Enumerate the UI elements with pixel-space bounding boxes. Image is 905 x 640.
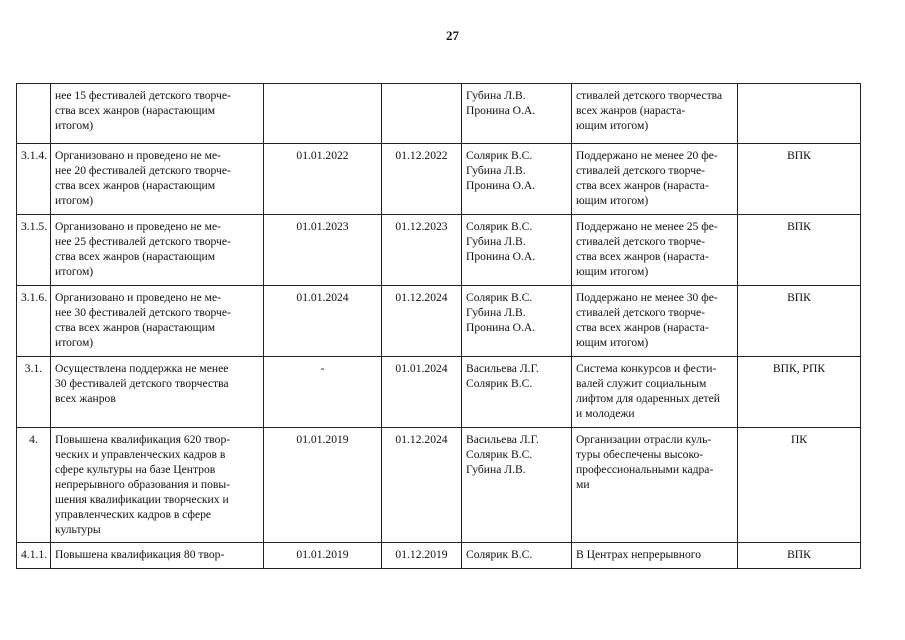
executors-cell-line: Васильева Л.Г.: [466, 362, 539, 375]
executors-cell-line: Губина Л.В.: [466, 306, 526, 319]
result-cell-line: культуры: [55, 523, 101, 536]
end-date-cell: 01.12.2024: [382, 428, 462, 543]
executors-cell: [462, 543, 572, 569]
control-type-cell: ПК: [738, 428, 861, 543]
table-row: [17, 84, 861, 144]
indicator-cell-line: ющим итогом): [576, 119, 649, 132]
start-date-cell: [264, 84, 382, 144]
result-cell: [51, 84, 264, 144]
table-row: [17, 215, 861, 286]
indicator-cell-line: туры обеспечены высоко-: [576, 448, 704, 461]
result-cell-line: Повышена квалификация 620 твор-: [55, 433, 231, 446]
item-number-cell: 3.1.: [17, 357, 51, 428]
start-date-cell: 01.01.2023: [264, 215, 382, 286]
table-row: [17, 144, 861, 215]
result-cell-line: Организовано и проведено не ме-: [55, 220, 221, 233]
table-row: [17, 357, 861, 428]
indicator-cell: [572, 543, 738, 569]
indicator-cell-line: ства всех жанров (нараста-: [576, 179, 709, 192]
indicator-cell-line: стивалей детского творче-: [576, 235, 706, 248]
control-type-cell: ВПК: [738, 215, 861, 286]
executors-cell: [462, 428, 572, 543]
executors-cell-line: Пронина О.А.: [466, 321, 536, 334]
result-cell-line: итогом): [55, 265, 94, 278]
executors-cell: [462, 144, 572, 215]
result-cell-line: Повышена квалификация 80 твор-: [55, 548, 225, 561]
executors-cell-line: Губина Л.В.: [466, 89, 526, 102]
control-type-cell: ВПК: [738, 144, 861, 215]
executors-cell-line: Пронина О.А.: [466, 179, 536, 192]
indicator-cell-line: Поддержано не менее 25 фе-: [576, 220, 718, 233]
executors-cell-line: Губина Л.В.: [466, 463, 526, 476]
result-cell: [51, 357, 264, 428]
indicator-cell-line: В Центрах непрерывного: [576, 548, 702, 561]
end-date-cell: 01.12.2019: [382, 543, 462, 569]
result-cell-line: нее 30 фестивалей детского творче-: [55, 306, 231, 319]
indicator-cell-line: Организации отрасли куль-: [576, 433, 712, 446]
result-cell-line: непрерывного образования и повы-: [55, 478, 231, 491]
item-number-cell: 3.1.6.: [17, 286, 51, 357]
indicator-cell-line: валей служит социальным: [576, 377, 707, 390]
result-cell-line: ческих и управленческих кадров в: [55, 448, 226, 461]
end-date-cell: 01.12.2024: [382, 286, 462, 357]
indicator-cell-line: ства всех жанров (нараста-: [576, 250, 709, 263]
result-cell-line: нее 20 фестивалей детского творче-: [55, 164, 231, 177]
executors-cell-line: Солярик В.С.: [466, 291, 533, 304]
executors-cell: [462, 357, 572, 428]
indicator-cell-line: ющим итогом): [576, 336, 649, 349]
executors-cell: [462, 286, 572, 357]
item-number-cell: 3.1.4.: [17, 144, 51, 215]
result-cell: [51, 215, 264, 286]
result-cell-line: Осуществлена поддержка не менее: [55, 362, 229, 375]
result-cell-line: Организовано и проведено не ме-: [55, 149, 221, 162]
result-cell-line: всех жанров: [55, 392, 116, 405]
executors-cell-line: Губина Л.В.: [466, 235, 526, 248]
indicator-cell-line: Поддержано не менее 30 фе-: [576, 291, 718, 304]
executors-cell-line: Солярик В.С.: [466, 377, 533, 390]
result-cell-line: ства всех жанров (нарастающим: [55, 250, 216, 263]
indicator-cell-line: и молодежи: [576, 407, 635, 420]
result-cell-line: шения квалификации творческих и: [55, 493, 229, 506]
indicator-cell-line: Поддержано не менее 20 фе-: [576, 149, 718, 162]
result-cell: [51, 286, 264, 357]
start-date-cell: 01.01.2024: [264, 286, 382, 357]
result-cell: [51, 428, 264, 543]
result-cell-line: итогом): [55, 336, 94, 349]
executors-cell: [462, 215, 572, 286]
indicator-cell-line: стивалей детского творчества: [576, 89, 723, 102]
indicator-cell-line: профессиональными кадра-: [576, 463, 714, 476]
start-date-cell: 01.01.2019: [264, 543, 382, 569]
indicator-cell: [572, 144, 738, 215]
result-cell-line: ства всех жанров (нарастающим: [55, 179, 216, 192]
result-cell-line: Организовано и проведено не ме-: [55, 291, 221, 304]
executors-cell-line: Солярик В.С.: [466, 448, 533, 461]
executors-cell-line: Пронина О.А.: [466, 250, 536, 263]
executors-cell-line: Солярик В.С.: [466, 220, 533, 233]
indicator-cell: [572, 286, 738, 357]
page-number: 27: [446, 28, 459, 43]
executors-cell-line: Губина Л.В.: [466, 164, 526, 177]
executors-cell-line: Пронина О.А.: [466, 104, 536, 117]
executors-cell-line: Солярик В.С.: [466, 149, 533, 162]
result-cell-line: сфере культуры на базе Центров: [55, 463, 216, 476]
indicator-cell: [572, 84, 738, 144]
result-cell-line: итогом): [55, 119, 94, 132]
table-row: [17, 286, 861, 357]
indicator-cell-line: ми: [576, 478, 590, 491]
control-type-cell: ВПК, РПК: [738, 357, 861, 428]
end-date-cell: 01.01.2024: [382, 357, 462, 428]
result-cell-line: нее 15 фестивалей детского творче-: [55, 89, 231, 102]
item-number-cell: 3.1.5.: [17, 215, 51, 286]
result-cell-line: управленческих кадров в сфере: [55, 508, 212, 521]
start-date-cell: 01.01.2022: [264, 144, 382, 215]
control-type-cell: ВПК: [738, 543, 861, 569]
plan-table-body: [17, 84, 861, 569]
table-row: [17, 543, 861, 569]
result-cell-line: 30 фестивалей детского творчества: [55, 377, 229, 390]
start-date-cell: -: [264, 357, 382, 428]
table-row: [17, 428, 861, 543]
result-cell-line: ства всех жанров (нарастающим: [55, 104, 216, 117]
end-date-cell: 01.12.2022: [382, 144, 462, 215]
indicator-cell-line: лифтом для одаренных детей: [576, 392, 720, 405]
indicator-cell-line: стивалей детского творче-: [576, 306, 706, 319]
item-number-cell: [17, 84, 51, 144]
executors-cell-line: Солярик В.С.: [466, 548, 533, 561]
end-date-cell: [382, 84, 462, 144]
indicator-cell-line: ющим итогом): [576, 265, 649, 278]
indicator-cell-line: Система конкурсов и фести-: [576, 362, 717, 375]
indicator-cell-line: всех жанров (нараста-: [576, 104, 686, 117]
executors-cell-line: Васильева Л.Г.: [466, 433, 539, 446]
result-cell: [51, 144, 264, 215]
result-cell-line: итогом): [55, 194, 94, 207]
plan-table: [16, 83, 861, 569]
indicator-cell-line: ющим итогом): [576, 194, 649, 207]
result-cell-line: ства всех жанров (нарастающим: [55, 321, 216, 334]
executors-cell: [462, 84, 572, 144]
indicator-cell: [572, 215, 738, 286]
indicator-cell-line: стивалей детского творче-: [576, 164, 706, 177]
indicator-cell: [572, 428, 738, 543]
indicator-cell-line: ства всех жанров (нараста-: [576, 321, 709, 334]
indicator-cell: [572, 357, 738, 428]
result-cell: [51, 543, 264, 569]
item-number-cell: 4.: [17, 428, 51, 543]
result-cell-line: нее 25 фестивалей детского творче-: [55, 235, 231, 248]
end-date-cell: 01.12.2023: [382, 215, 462, 286]
start-date-cell: 01.01.2019: [264, 428, 382, 543]
item-number-cell: 4.1.1.: [17, 543, 51, 569]
control-type-cell: ВПК: [738, 286, 861, 357]
control-type-cell: [738, 84, 861, 144]
